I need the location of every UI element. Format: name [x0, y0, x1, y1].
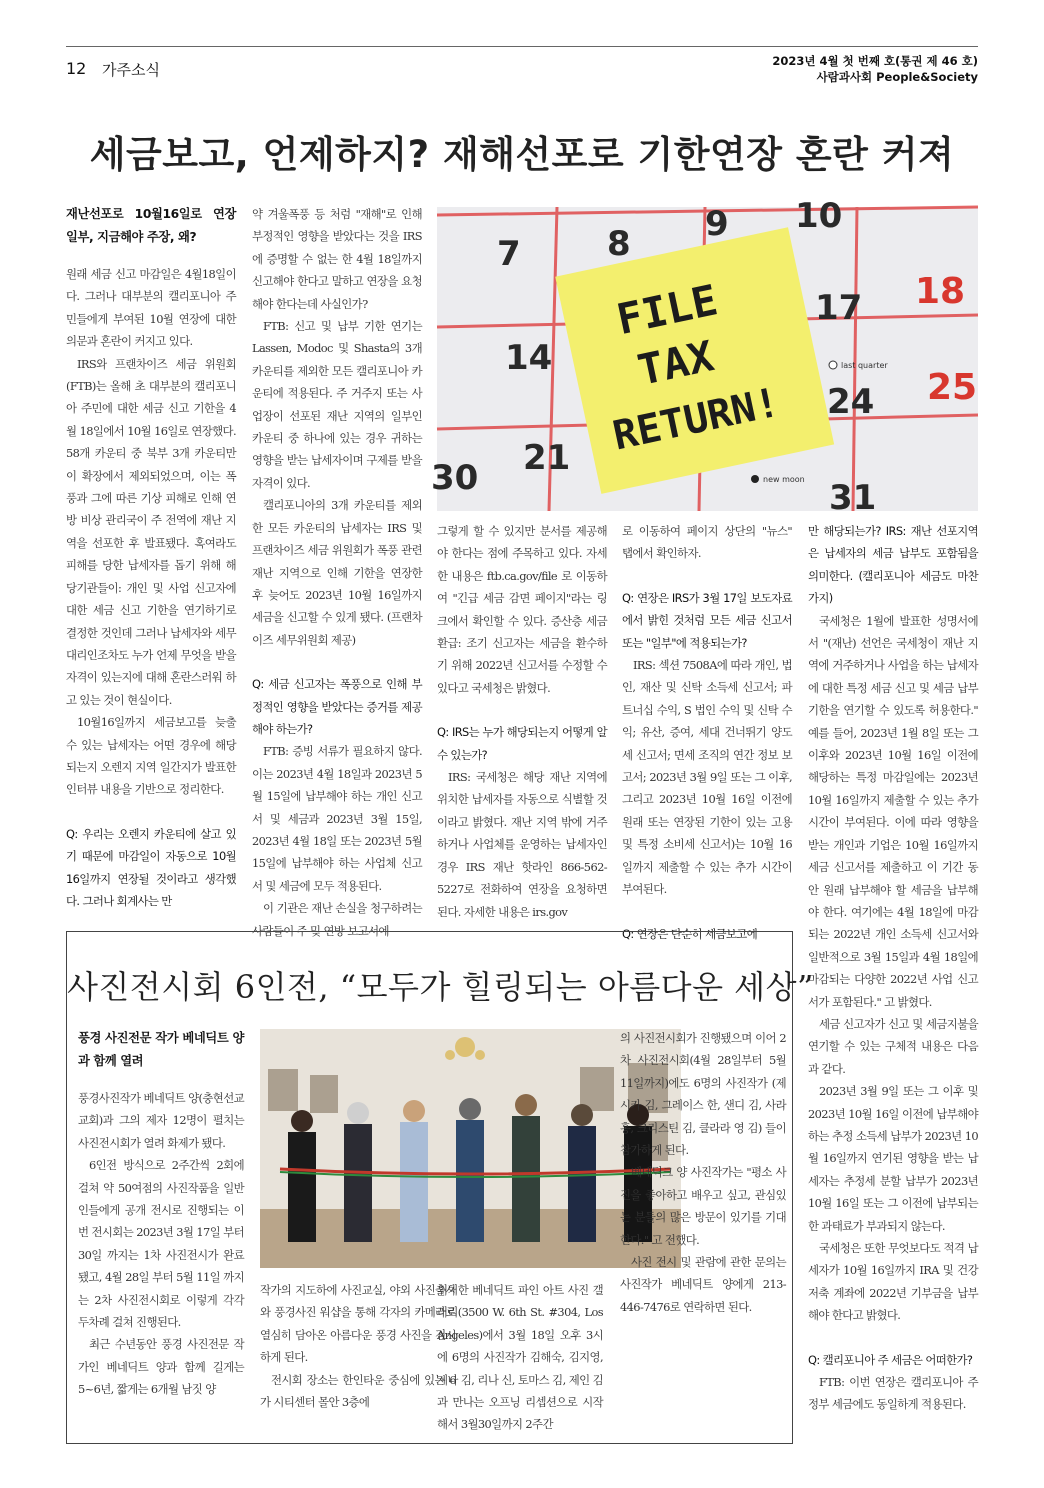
- paragraph: 이 기관은 재난 손실을 청구하려는 사람들이 주 및 연방 보고서에: [252, 901, 422, 938]
- calendar-num-9: 9: [705, 204, 729, 244]
- photo-exhibition-box: [66, 931, 814, 1444]
- calendar-photo: [431, 196, 978, 518]
- section-name: 가주소식: [102, 61, 160, 79]
- sticky-note-line-3: RETURN!: [609, 379, 784, 460]
- question: Q: 연장은 IRS가 3월 17일 보도자료에서 밝힌 것처럼 모든 세금 신고서 또는 "일부"에 적용되는가?: [622, 590, 792, 650]
- paragraph: 위치한 베네딕트 파인 아트 사진 갤러리(3500 W. 6th St. #304, Los Angeles)에서 3월 18일 오후 3시에 6명의 사진작가 김해숙, 김지영, 제나 김, 리나 신, 토마스 김, 제인 김과 만나는 오프닝 리셉션으로 시작해서 3월30일까지 2주간: [437, 1283, 603, 1432]
- paragraph: 2023년 3월 9일 또는 그 이후 및 2023년 10월 16일 이전에 납부해야 하는 추정 소득세 납부가 2023년 10월 16일까지 연기된 영향을 받는 납세자는 추정세 분할 납부가 2023년 10월 16일 또는 그 이전에 납부되는 한 과태료가 부과되지 않는다.: [808, 1084, 978, 1233]
- box-subhead: 풍경 사진전문 작가 베네딕트 양과 함께 열려: [78, 1031, 244, 1068]
- paragraph: 로 이동하여 페이지 상단의 "뉴스" 탭에서 확인하자.: [622, 524, 792, 561]
- box-column-4: [620, 1027, 786, 1439]
- paragraph: 원래 세금 신고 마감일은 4월18일이다. 그러나 대부분의 캘리포니아 주민들에게 부여된 10월 연장에 대한 의문과 혼란이 커지고 있다.: [66, 267, 236, 349]
- paragraph: FTB: 이번 연장은 캘리포니아 주정부 세금에도 동일하게 적용된다.: [808, 1375, 978, 1412]
- last-quarter-label: last quarter: [841, 361, 888, 370]
- paragraph: 국세청은 1월에 발표한 성명서에서 "(재난) 선언은 국세청이 재난 지역에 거주하거나 사업을 하는 납세자에 대한 특정 세금 신고 및 세금 납부 기한을 연기할 수 있도록 허용한다." 예를 들어, 2023년 1월 8일 또는 그 이후와 2023년 10월 16일 이전에 해당하는 특정 마감일에는 2023년 10월 16일까지 제출할 수 있는 추가 시간이 부여된다. 이에 따라 영향을 받는 개인과 기업은 10월 16일까지 세금 신고서를 제출하고 이 기간 동안 원래 납부해야 할 세금을 납부해야 한다. 여기에는 4월 18일에 마감되는 2022년 개인 소득세 신고서와 일반적으로 3월 15일과 4월 18일에 마감되는 다양한 2022년 사업 신고서가 포함된다." 고 밝혔다.: [808, 613, 978, 1009]
- calendar-illustration: [431, 196, 978, 518]
- paragraph: 베네딕크 양 사진작가는 "평소 사진을 좋아하고 배우고 싶고, 관심있는 분들의 많은 방문이 있기를 기대한다." 고 전했다.: [620, 1165, 786, 1247]
- calendar-num-25: 25: [927, 367, 978, 408]
- calendar-num-7: 7: [497, 234, 521, 274]
- calendar-num-30: 30: [431, 458, 479, 498]
- article-column-5: [808, 520, 978, 1440]
- question: Q: 우리는 오렌지 카운티에 살고 있기 때문에 마감일이 자동으로 10월 16일까지 연장될 것이라고 생각했다. 그러나 회계사는 만: [66, 826, 236, 908]
- question: Q: 캘리포니아 주 세금은 어떠한가?: [808, 1352, 973, 1367]
- main-headline: 세금보고, 언제하지? 재해선포로 기한연장 혼란 커져: [89, 133, 955, 176]
- box-column-3: [437, 1279, 603, 1439]
- article-subhead: 재난선포로 10월16일로 연장 일부, 지금해야 주장, 왜?: [66, 207, 236, 244]
- calendar-num-31: 31: [829, 478, 877, 518]
- calendar-num-17: 17: [815, 288, 863, 328]
- paragraph: 최근 수년동안 풍경 사진전문 작가인 베네딕트 양과 함께 길게는 5~6년, 짧게는 6개월 남짓 양: [78, 1337, 244, 1397]
- paragraph: 전시회 장소는 한인타운 중심에 있는 6가 시티센터 몰안 3층에: [260, 1372, 456, 1410]
- sticky-note-line-1: FILE: [612, 275, 722, 345]
- paragraph: 캘리포니아의 3개 카운티를 제외한 모든 카운티의 납세자는 IRS 및 프랜차이즈 세금 위원회가 폭풍 관련 재난 지역으로 인해 기한을 연장한 후 늦어도 2023년 10월 16일까지 세금을 신고할 수 있게 됐다. (프랜차이즈 세무위원회 제공): [252, 498, 422, 647]
- question: 만 해당되는가? IRS: 재난 선포지역은 납세자의 세금 납부도 포함됨을 의미한다. (캘리포니아 세금도 마찬가지): [808, 524, 978, 606]
- calendar-num-24: 24: [827, 382, 875, 422]
- page-header: [66, 46, 978, 86]
- calendar-num-8: 8: [607, 224, 631, 264]
- calendar-num-21: 21: [523, 438, 571, 478]
- paragraph: IRS와 프랜차이즈 세금 위원회(FTB)는 올해 초 대부분의 캘리포니아 주민에 대한 세금 신고 기한을 4월 18일에서 10월 16일로 연장했다. 58개 카운티 중 북부 3개 카운티만이 확장에서 제외되었으며, 이는 폭풍과 그에 따른 기상 피해로 인해 연방 비상 관리국이 주 전역에 재난 지역을 선포한 후 발표됐다. 혹여라도 피해를 당한 납세자를 돕기 위해 해당기관들이: 개인 및 사업 신고자에 대한 세금 신고 기한을 연기하기로 결정한 것인데 그러나 납세자와 세무 대리인조차도 누가 언제 무엇을 받을 자격이 있는지에 대해 혼란스러워 하고 있는 것이 현실이다.: [66, 356, 236, 707]
- paragraph: 풍경사진작가 베네딕트 양(충현선교교회)과 그의 제자 12명이 펼치는 사진전시회가 열려 화제가 됐다.: [78, 1091, 244, 1150]
- question: Q: 연장은 단순히 세금보고에: [622, 926, 758, 941]
- article-column-4: [622, 520, 792, 941]
- paragraph: 그렇게 할 수 있지만 분서를 제공해야 한다는 점에 주목하고 있다. 자세한 내용은 ftb.ca.gov/file 로 이동하여 "긴급 세금 감면 페이지"라는 링크에서 확인할 수 있다. 증산층 세금 환급: 조기 신고자는 세금을 환수하기 위해 2022년 신고서를 수정할 수 있다고 국세청은 밝혔다.: [437, 524, 607, 695]
- ribbon-cutting-illustration: [260, 1029, 681, 1268]
- article-column-3: [437, 520, 607, 923]
- calendar-num-14: 14: [505, 338, 553, 378]
- paragraph: 세금 신고자가 신고 및 세금지불을 연기할 수 있는 구체적 내용은 다음과 같다.: [808, 1016, 978, 1076]
- paragraph: 사진 전시 및 관람에 관한 문의는 사진작가 베네딕트 양에게 213-446-7476로 연락하면 된다.: [620, 1255, 786, 1314]
- paragraph: IRS: 국세청은 해당 재난 지역에 위치한 납세자를 자동으로 식별할 것이라고 밝혔다. 재난 지역 밖에 거주하거나 사업체를 운영하는 납세자인 경우 IRS 재난 핫라인 866-562-5227로 전화하여 연장을 요청하면된다. 자세한 내용은 irs.gov: [437, 770, 607, 919]
- paragraph: 6인전 방식으로 2주간씩 2회에 걸쳐 약 50여점의 사진작품을 일반인들에게 공개 전시로 진행되는 이번 전시회는 2023년 3월 17일 부터 30일 까지는 1차 사진전시가 완료됐고, 4월 28일 부터 5월 11일 까지는 2차 사진전시회로 이렇게 각각 두차례 걸쳐 진행된다.: [78, 1158, 244, 1330]
- box-column-1: [78, 1027, 244, 1439]
- paragraph: 작가의 지도하에 사진교실, 야외 사진출사와 풍경사진 워샵을 통해 각자의 카메라로 열심히 담아온 아름다운 풍경 사진을 전시하게 된다.: [260, 1283, 456, 1365]
- question: Q: IRS는 누가 해당되는지 어떻게 알 수 있는가?: [437, 725, 607, 762]
- issue-info: 2023년 4월 첫 번째 호(통권 제 46 호): [772, 54, 978, 68]
- paragraph: 10월16일까지 세금보고를 늦출 수 있는 납세자는 어떤 경우에 해당되는지 오렌지 지역 일간지가 발표한 인터뷰 내용을 기반으로 정리한다.: [66, 715, 236, 797]
- article-column-2: [252, 203, 422, 938]
- paragraph: FTB: 신고 및 납부 기한 연기는 Lassen, Modoc 및 Shasta의 3개 카운티를 제외한 모든 캘리포니아 카운티에 적용된다. 주 거주지 또는 사업장이 선포된 재난 지역의 일부인 카운티 중 하나에 있는 경우 귀하는 영향을 받는 납세자이며 구제를 받을 자격이 있다.: [252, 319, 422, 490]
- box-headline: 사진전시회 6인전, “모두가 힐링되는 아름다운 세상”: [67, 968, 814, 1006]
- box-column-2: [260, 1279, 456, 1439]
- paragraph: IRS: 섹션 7508A에 따라 개인, 법인, 재산 및 신탁 소득세 신고서; 파트너십 수익, S 법인 수익 및 신탁 수익; 유산, 증여, 세대 건너뛰기 양도세 신고서; 면세 조직의 연간 정보 보고서; 2023년 3월 9일 또는 그 이후, 그리고 2023년 10월 16일 이전에 원래 또는 연장된 기한이 있는 고용 및 특정 소비세 신고서)는 10월 16일까지 제출할 수 있는 추가 시간이 부여된다.: [622, 658, 792, 897]
- question: Q: 세금 신고자는 폭풍으로 인해 부정적인 영향을 받았다는 증거를 제공해야 하는가?: [252, 677, 422, 736]
- calendar-num-10: 10: [795, 196, 843, 236]
- paragraph: FTB: 증빙 서류가 필요하지 않다. 이는 2023년 4월 18일과 2023년 5월 15일에 납부해야 하는 개인 신고서 및 세금과 2023년 3월 15일, 2023년 4월 18일 또는 2023년 5월 15일에 납부해야 하는 사업체 신고서 및 세금에 모두 적용된다.: [252, 744, 422, 893]
- group-photo: [260, 1029, 681, 1268]
- page-number: 12: [66, 59, 87, 78]
- article-column-1: [66, 203, 236, 923]
- sticky-note-line-2: TAX: [633, 331, 718, 395]
- paragraph: 국세청은 또한 무엇보다도 적격 납세자가 10월 16일까지 IRA 및 건강 저축 계좌에 2022년 기부금을 납부해야 한다고 밝혔다.: [808, 1241, 978, 1323]
- paragraph: 의 사진전시회가 진행됐으며 이어 2차 사진전시회(4월 28일부터 5월 11일까지)에도 6명의 사진작가 (제시카 김, 그레이스 한, 샌디 김, 사라 홍, 크리스틴 김, 클라라 영 김) 들이 참가하게 된다.: [620, 1031, 786, 1158]
- paragraph: 약 겨울폭풍 등 처럼 "재해"로 인해 부정적인 영향을 받았다는 것을 IRS에 증명할 수 없는 한 4월 18일까지 신고해야 한다고 말하고 연장을 요청해야 한다는데 사실인가?: [252, 207, 422, 311]
- calendar-num-18: 18: [915, 271, 966, 312]
- publication-name: 사람과사회 People&Society: [816, 70, 978, 84]
- new-moon-label: new moon: [763, 475, 805, 484]
